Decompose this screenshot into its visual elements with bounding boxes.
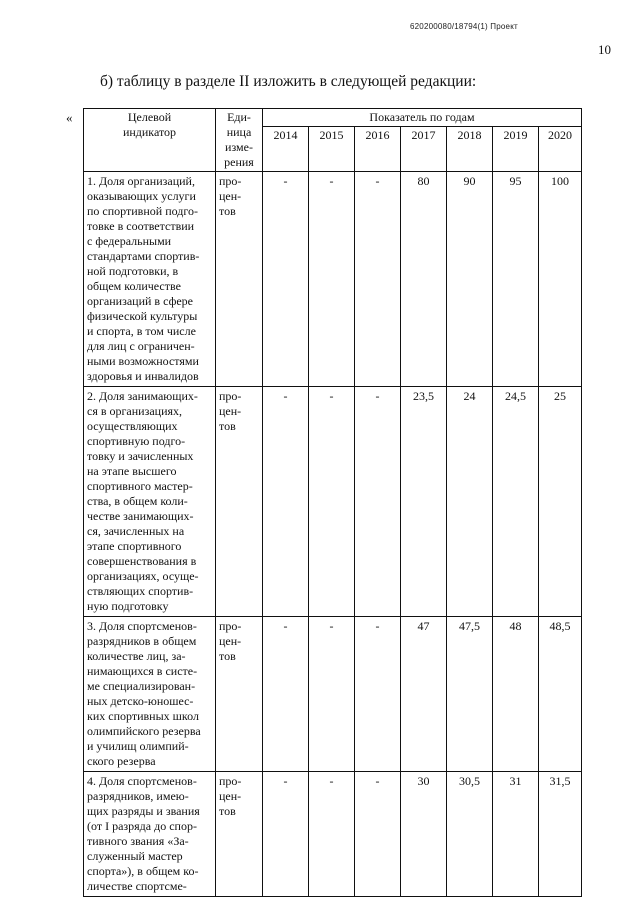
- header-year: 2019: [493, 127, 539, 172]
- value-cell: -: [263, 172, 309, 387]
- value-cell: 90: [447, 172, 493, 387]
- value-cell: 48: [493, 617, 539, 772]
- indicator-cell: 4. Доля спортсменов- разрядников, имею- щих разряды и звания (от I разряда до спор- тивного звания «За- служенный мастер спорта»), в общем ко- личестве спортсме-: [84, 772, 216, 897]
- indicator-cell: 3. Доля спортсменов- разрядников в общем количестве лиц, за- нимающихся в систе- ме специализирован- ных детско-юношес- ких спортивных школ олимпийского резерва и училищ олимпий- ского резерва: [84, 617, 216, 772]
- table-row: [84, 387, 582, 617]
- indicator-cell: 2. Доля занимающих- ся в организациях, осуществляющих спортивную подго- товку и зачисленных на этапе высшего спортивного мастер- ства, в общем коли- честве занимающих- ся, зачисленных на этапе спортивного совершенствования в организациях, осуще- ствляющих спортив- ную подготовку: [84, 387, 216, 617]
- value-cell: -: [355, 387, 401, 617]
- value-cell: -: [263, 772, 309, 897]
- opening-quote-mark: «: [66, 110, 73, 125]
- value-cell: 48,5: [539, 617, 582, 772]
- value-cell: 25: [539, 387, 582, 617]
- value-cell: -: [263, 617, 309, 772]
- value-cell: 80: [401, 172, 447, 387]
- header-unit: Еди- ница изме- рения: [216, 109, 263, 172]
- value-cell: 30,5: [447, 772, 493, 897]
- table-row: [84, 772, 582, 897]
- header-year: 2017: [401, 127, 447, 172]
- header-year: 2016: [355, 127, 401, 172]
- intro-paragraph: б) таблицу в разделе II изложить в следующей редакции:: [100, 73, 477, 90]
- value-cell: 47: [401, 617, 447, 772]
- unit-cell: про- цен- тов: [216, 387, 263, 617]
- document-id: 620200080/18794(1) Проект: [410, 22, 518, 31]
- unit-cell: про- цен- тов: [216, 617, 263, 772]
- table-row: [84, 617, 582, 772]
- value-cell: -: [309, 387, 355, 617]
- unit-cell: про- цен- тов: [216, 172, 263, 387]
- value-cell: 47,5: [447, 617, 493, 772]
- value-cell: -: [309, 617, 355, 772]
- header-year: 2018: [447, 127, 493, 172]
- value-cell: -: [309, 772, 355, 897]
- value-cell: -: [355, 172, 401, 387]
- value-cell: 30: [401, 772, 447, 897]
- header-year: 2020: [539, 127, 582, 172]
- header-indicator: Целевой индикатор: [84, 109, 216, 172]
- value-cell: -: [263, 387, 309, 617]
- header-years-group: Показатель по годам: [263, 109, 582, 127]
- value-cell: 100: [539, 172, 582, 387]
- value-cell: 23,5: [401, 387, 447, 617]
- value-cell: -: [309, 172, 355, 387]
- table-row: [84, 172, 582, 387]
- value-cell: 24: [447, 387, 493, 617]
- value-cell: 24,5: [493, 387, 539, 617]
- page-number: 10: [598, 42, 611, 57]
- indicators-table: [83, 108, 582, 897]
- unit-cell: про- цен- тов: [216, 772, 263, 897]
- value-cell: -: [355, 617, 401, 772]
- value-cell: -: [355, 772, 401, 897]
- header-year: 2015: [309, 127, 355, 172]
- value-cell: 95: [493, 172, 539, 387]
- value-cell: 31,5: [539, 772, 582, 897]
- indicator-cell: 1. Доля организаций, оказывающих услуги по спортивной подго- товке в соответствии с федеральными стандартами спортив- ной подготовки, в общем количестве организаций в сфере физической культуры и спорта, в том числе для лиц с ограничен- ными возможностями здоровья и инвалидов: [84, 172, 216, 387]
- value-cell: 31: [493, 772, 539, 897]
- header-year: 2014: [263, 127, 309, 172]
